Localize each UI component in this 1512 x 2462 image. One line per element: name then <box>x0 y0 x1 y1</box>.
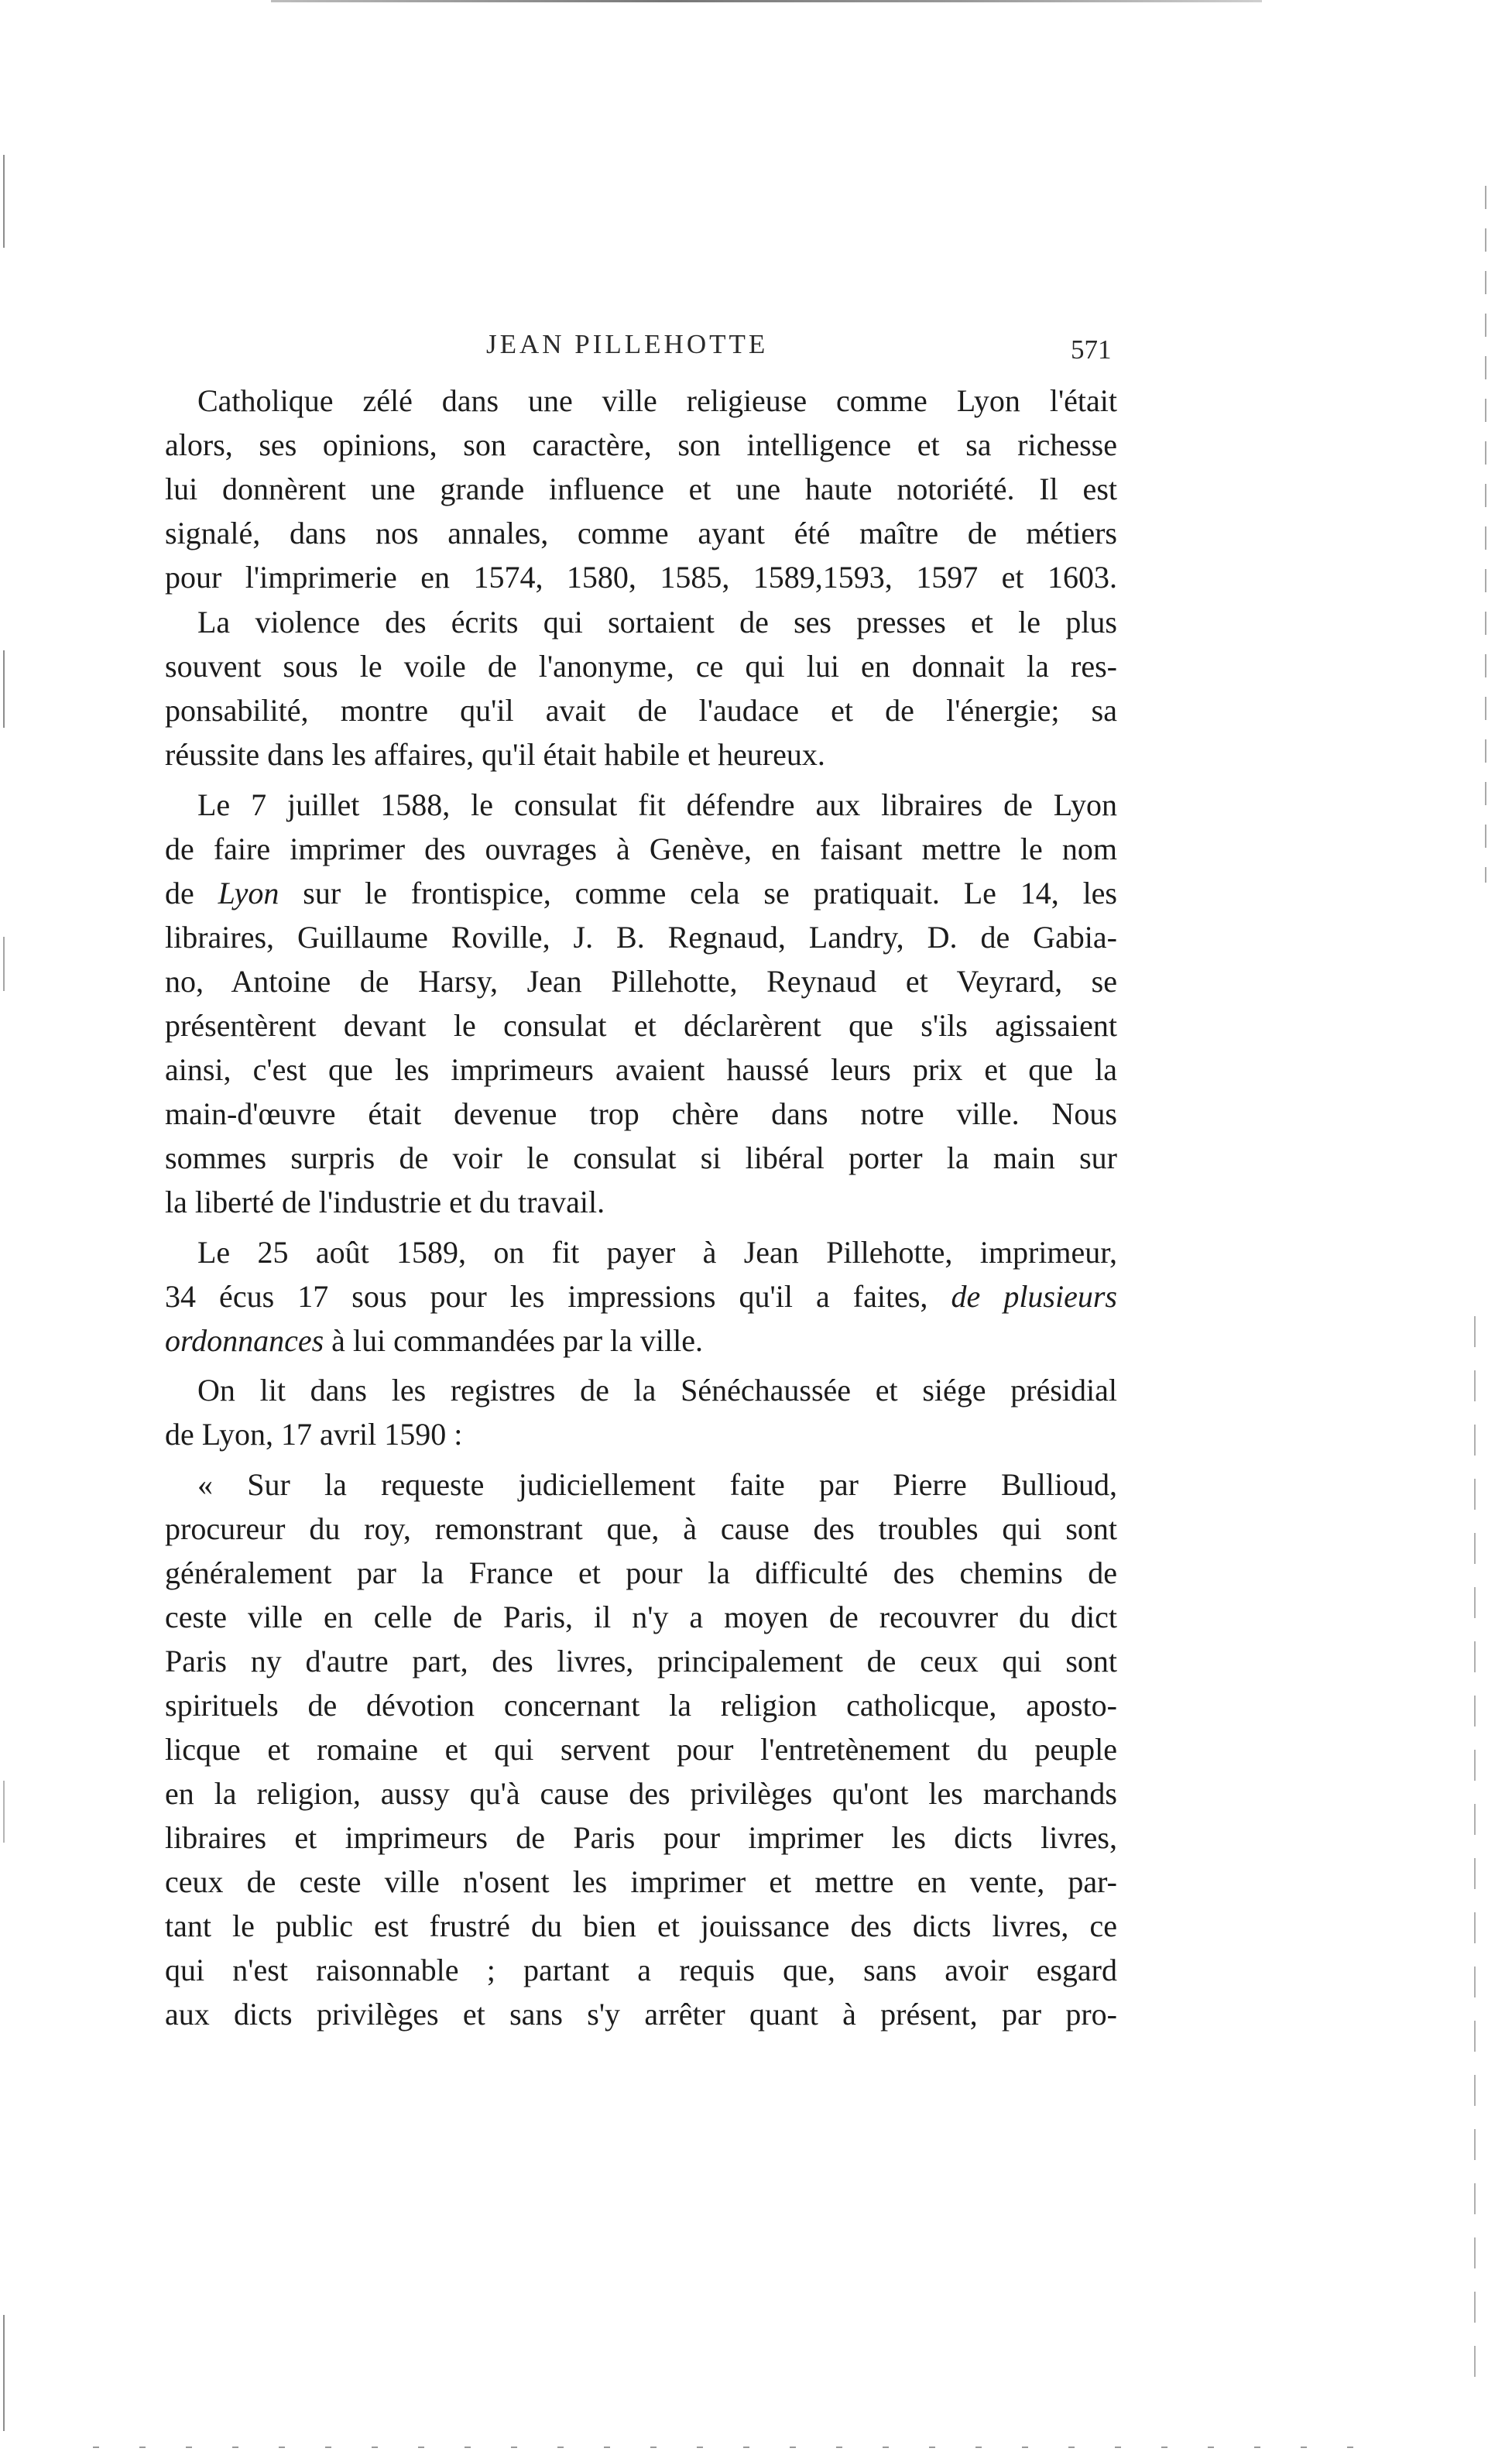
text-line <box>165 1275 1117 1318</box>
text-line: aux dicts privilèges et sans s'y arrêter quant à présent, par pro- <box>165 1997 1117 2032</box>
page-number: 571 <box>1071 334 1112 365</box>
text-line: libraires et imprimeurs de Paris pour imprimer les dicts livres, <box>165 1820 1117 1855</box>
text-line: Le 7 juillet 1588, le consulat fit défendre aux libraires de Lyon <box>197 787 1117 822</box>
text-line: « Sur la requeste judiciellement faite par Pierre Bullioud, <box>197 1467 1117 1502</box>
text-line: lui donnèrent une grande influence et une haute notoriété. Il est <box>165 471 1117 506</box>
text-line <box>165 1319 1117 1363</box>
text-fragment: de <box>165 876 218 910</box>
text-fragment: 34 écus 17 sous pour les impressions qu'il a faites, <box>165 1279 951 1314</box>
text-line: réussite dans les affaires, qu'il était habile et heureux. <box>165 737 825 772</box>
scan-edge-left <box>3 1781 5 1843</box>
text-line: Le 25 août 1589, on fit payer à Jean Pillehotte, imprimeur, <box>197 1235 1117 1270</box>
text-line: ponsabilité, montre qu'il avait de l'audace et de l'énergie; sa <box>165 693 1117 728</box>
scan-edge-left <box>3 2315 5 2431</box>
scan-edge-left <box>3 650 5 728</box>
italic-text: de plusieurs <box>951 1279 1117 1314</box>
text-line: Paris ny d'autre part, des livres, principalement de ceux qui sont <box>165 1644 1117 1678</box>
scan-edge-right <box>1474 1316 1476 2400</box>
text-line: La violence des écrits qui sortaient de ses presses et le plus <box>197 605 1117 640</box>
text-line: tant le public est frustré du bien et jouissance des dicts livres, ce <box>165 1908 1117 1943</box>
text-line: ceste ville en celle de Paris, il n'y a moyen de recouvrer du dict <box>165 1600 1117 1634</box>
text-line: la liberté de l'industrie et du travail. <box>165 1185 605 1219</box>
text-line: Catholique zélé dans une ville religieuse comme Lyon l'était <box>197 383 1117 418</box>
italic-text: Lyon <box>218 876 279 910</box>
text-line: procureur du roy, remonstrant que, à cause des troubles qui sont <box>165 1511 1117 1546</box>
text-line: généralement par la France et pour la difficulté des chemins de <box>165 1555 1117 1590</box>
text-fragment: sur le frontispice, comme cela se pratiquait. Le 14, les <box>303 876 1117 910</box>
text-line: présentèrent devant le consulat et déclarèrent que s'ils agissaient <box>165 1008 1117 1043</box>
text-line: ceux de ceste ville n'osent les imprimer et mettre en vente, par- <box>165 1864 1117 1899</box>
text-line: no, Antoine de Harsy, Jean Pillehotte, Reynaud et Veyrard, se <box>165 964 1117 999</box>
text-line: en la religion, aussy qu'à cause des privilèges qu'ont les marchands <box>165 1776 1117 1811</box>
text-line: licque et romaine et qui servent pour l'entretènement du peuple <box>165 1732 1117 1767</box>
italic-text: ordonnances <box>165 1323 324 1358</box>
text-line: signalé, dans nos annales, comme ayant été maître de métiers <box>165 516 1117 550</box>
text-line: main-d'œuvre était devenue trop chère dans notre ville. Nous <box>165 1096 1117 1131</box>
text-line: sommes surpris de voir le consulat si libéral porter la main sur <box>165 1140 1117 1175</box>
text-line: libraires, Guillaume Roville, J. B. Regnaud, Landry, D. de Gabia- <box>165 920 1117 955</box>
text-line: alors, ses opinions, son caractère, son intelligence et sa richesse <box>165 427 1117 462</box>
text-line: ainsi, c'est que les imprimeurs avaient haussé leurs prix et que la <box>165 1052 1117 1087</box>
text-line: spirituels de dévotion concernant la religion catholicque, aposto- <box>165 1688 1117 1723</box>
text-line: de Lyon, 17 avril 1590 : <box>165 1417 463 1452</box>
text-line: souvent sous le voile de l'anonyme, ce qui lui en donnait la res- <box>165 649 1117 684</box>
scan-edge-left <box>3 155 5 248</box>
scan-edge-left <box>3 937 5 991</box>
text-line: pour l'imprimerie en 1574, 1580, 1585, 1589,1593, 1597 et 1603. <box>165 560 1117 595</box>
text-line: qui n'est raisonnable ; partant a requis que, sans avoir esgard <box>165 1953 1117 1987</box>
text-line <box>165 872 1117 915</box>
scan-edge-bottom <box>93 2447 1394 2448</box>
running-title: JEAN PILLEHOTTE <box>486 329 769 359</box>
text-fragment: à lui commandées par la ville. <box>324 1323 703 1358</box>
text-line: de faire imprimer des ouvrages à Genève, en faisant mettre le nom <box>165 832 1117 866</box>
text-line: On lit dans les registres de la Sénéchaussée et siége présidial <box>197 1373 1117 1408</box>
scan-edge-right <box>1485 186 1486 883</box>
scan-edge-top <box>271 0 1262 2</box>
